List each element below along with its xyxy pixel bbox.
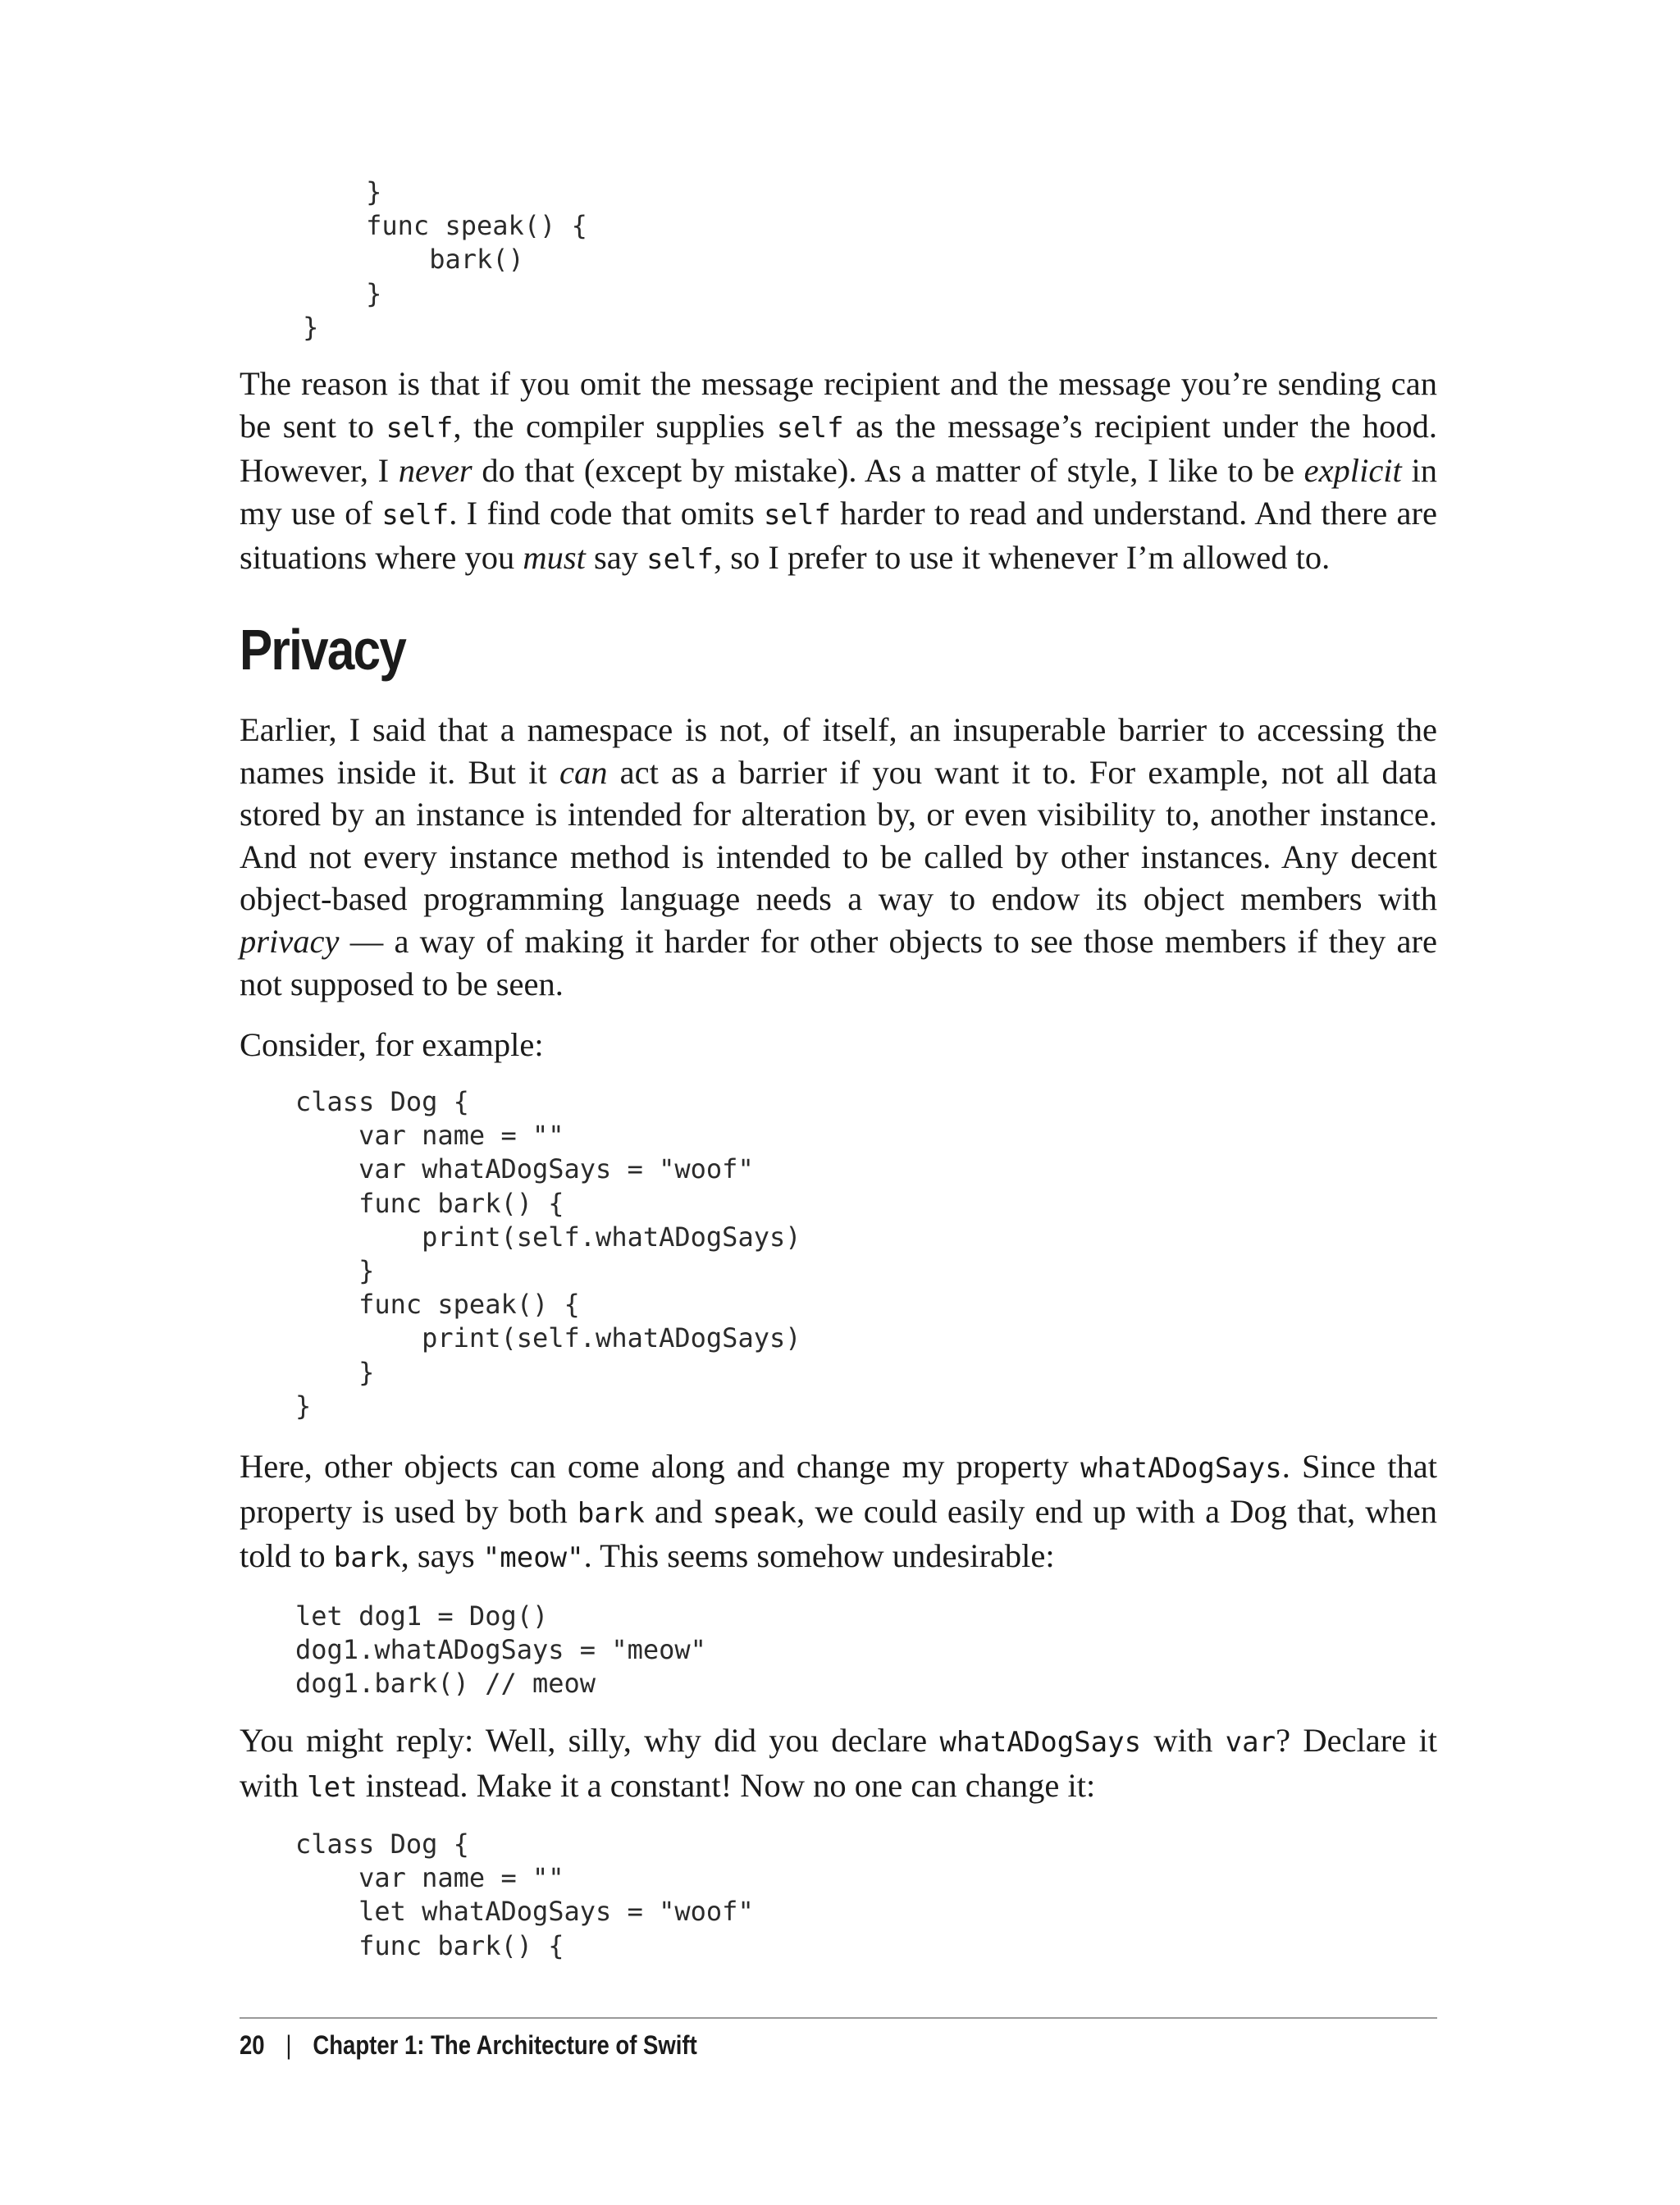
inline-code: bark: [333, 1541, 401, 1575]
inline-code: "meow": [482, 1541, 584, 1575]
paragraph-change-property: Here, other objects can come along and change my property whatADogSays. Since that property is used by both bark and speak, we could easily end up with a Dog that, when told to bark, says "meow". This seems somehow undesirable:: [240, 1448, 1437, 1575]
inline-code: let: [307, 1770, 358, 1804]
inline-code: whatADogSays: [1080, 1452, 1282, 1485]
inline-code: speak: [712, 1496, 797, 1530]
code-block-continuation: } func speak() { bark() } }: [303, 176, 587, 343]
paragraph-self-explanation: The reason is that if you omit the message recipient and the message you’re sending can be sent to self, the compiler supplies self as the message’s recipient under the hood. However, I never do that (except by mistake). As a matter of style, I like to be explicit in my use of self. I find code that omits self harder to read and understand. And there are situations where you must say self, so I prefer to use it whenever I’m allowed to.: [240, 365, 1438, 577]
page-number: 20: [240, 2030, 265, 2060]
code-block-dog-let: class Dog { var name = "" let whatADogSays = "woof" func bark() {: [295, 1828, 754, 1961]
inline-code: whatADogSays: [939, 1726, 1142, 1759]
inline-code: bark: [577, 1496, 645, 1530]
inline-code: self: [764, 498, 831, 532]
code-block-dog1: let dog1 = Dog() dog1.whatADogSays = "meow" dog1.bark() // meow: [295, 1600, 706, 1700]
inline-code: self: [386, 411, 454, 445]
code-block-dog-class: class Dog { var name = "" var whatADogSays = "woof" func bark() { print(self.whatADogSays) } func speak() { print(self.whatADogSays) } }: [295, 1086, 801, 1422]
page-footer: [240, 2030, 697, 2061]
footer-separator: |: [285, 2030, 292, 2060]
inline-code: var: [1225, 1726, 1276, 1759]
section-heading: Privacy: [240, 618, 406, 682]
chapter-title: Chapter 1: The Architecture of Swift: [313, 2030, 697, 2060]
paragraph-privacy-intro: Earlier, I said that a namespace is not, of itself, an insuperable barrier to accessing the names inside it. But it can act as a barrier if you want it to. For example, not all data stored by an instance is intended for alteration by, or even visibility to, another instance. And not every instance method is intended to be called by other instances. Any decent object-based programming language needs a way to endow its object members with privacy — a way of making it harder for other objects to see those members if they are not supposed to be seen.: [240, 711, 1437, 1002]
inline-code: self: [776, 411, 844, 445]
footer-divider: [240, 2017, 1437, 2019]
inline-code: self: [381, 498, 450, 532]
paragraph-consider: Consider, for example:: [240, 1026, 544, 1063]
book-page: [240, 0, 1437, 2205]
paragraph-declare-let: You might reply: Well, silly, why did you declare whatADogSays with var? Declare it with let instead. Make it a constant! Now no one can change it:: [240, 1722, 1437, 1804]
inline-code: self: [646, 543, 714, 577]
